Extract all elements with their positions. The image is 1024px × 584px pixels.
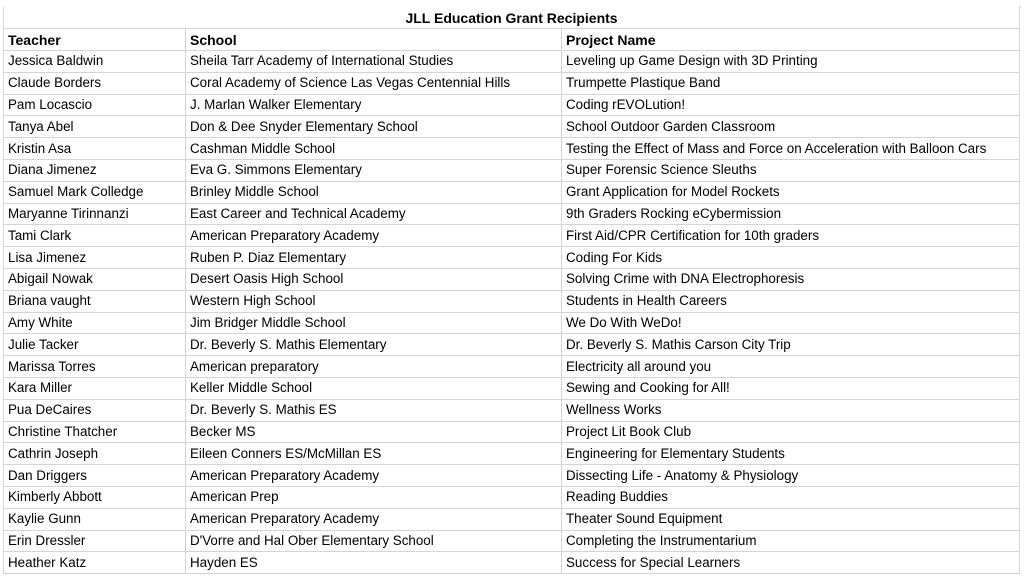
- teacher-cell[interactable]: Lisa Jimenez: [4, 247, 186, 269]
- school-cell[interactable]: Eileen Conners ES/McMillan ES: [186, 443, 562, 465]
- table-row: [4, 530, 1020, 552]
- table-row: [4, 159, 1020, 181]
- table-row: [4, 72, 1020, 94]
- column-header-school[interactable]: School: [186, 29, 562, 51]
- table-row: [4, 356, 1020, 378]
- project-cell[interactable]: Sewing and Cooking for All!: [562, 377, 1020, 399]
- project-cell[interactable]: Completing the Instrumentarium: [562, 530, 1020, 552]
- table-row: [4, 443, 1020, 465]
- project-cell[interactable]: Engineering for Elementary Students: [562, 443, 1020, 465]
- school-cell[interactable]: Dr. Beverly S. Mathis ES: [186, 399, 562, 421]
- school-cell[interactable]: Sheila Tarr Academy of International Studies: [186, 51, 562, 73]
- table-row: [4, 465, 1020, 487]
- table-row: [4, 51, 1020, 73]
- school-cell[interactable]: Becker MS: [186, 421, 562, 443]
- school-cell[interactable]: American Preparatory Academy: [186, 465, 562, 487]
- teacher-cell[interactable]: Briana vaught: [4, 290, 186, 312]
- table-row: [4, 181, 1020, 203]
- project-cell[interactable]: Dr. Beverly S. Mathis Carson City Trip: [562, 334, 1020, 356]
- teacher-cell[interactable]: Dan Driggers: [4, 465, 186, 487]
- project-cell[interactable]: Electricity all around you: [562, 356, 1020, 378]
- teacher-cell[interactable]: Diana Jimenez: [4, 159, 186, 181]
- school-cell[interactable]: D'Vorre and Hal Ober Elementary School: [186, 530, 562, 552]
- project-cell[interactable]: First Aid/CPR Certification for 10th graders: [562, 225, 1020, 247]
- teacher-cell[interactable]: Marissa Torres: [4, 356, 186, 378]
- table-row: [4, 203, 1020, 225]
- teacher-cell[interactable]: Erin Dressler: [4, 530, 186, 552]
- project-cell[interactable]: Project Lit Book Club: [562, 421, 1020, 443]
- teacher-cell[interactable]: Tanya Abel: [4, 116, 186, 138]
- column-header-project[interactable]: Project Name: [562, 29, 1020, 51]
- project-cell[interactable]: Coding For Kids: [562, 247, 1020, 269]
- school-cell[interactable]: Eva G. Simmons Elementary: [186, 159, 562, 181]
- teacher-cell[interactable]: Samuel Mark Colledge: [4, 181, 186, 203]
- project-cell[interactable]: Trumpette Plastique Band: [562, 72, 1020, 94]
- teacher-cell[interactable]: Tami Clark: [4, 225, 186, 247]
- school-cell[interactable]: Dr. Beverly S. Mathis Elementary: [186, 334, 562, 356]
- teacher-cell[interactable]: Kristin Asa: [4, 138, 186, 160]
- school-cell[interactable]: American Preparatory Academy: [186, 508, 562, 530]
- table-body: [4, 7, 1020, 574]
- school-cell[interactable]: Ruben P. Diaz Elementary: [186, 247, 562, 269]
- column-header-teacher[interactable]: Teacher: [4, 29, 186, 51]
- teacher-cell[interactable]: Kara Miller: [4, 377, 186, 399]
- table-row: [4, 399, 1020, 421]
- table-row: [4, 486, 1020, 508]
- table-row: [4, 334, 1020, 356]
- project-cell[interactable]: Reading Buddies: [562, 486, 1020, 508]
- table-row: [4, 94, 1020, 116]
- school-cell[interactable]: Coral Academy of Science Las Vegas Centennial Hills: [186, 72, 562, 94]
- school-cell[interactable]: Desert Oasis High School: [186, 268, 562, 290]
- teacher-cell[interactable]: Pua DeCaires: [4, 399, 186, 421]
- project-cell[interactable]: Grant Application for Model Rockets: [562, 181, 1020, 203]
- teacher-cell[interactable]: Abigail Nowak: [4, 268, 186, 290]
- teacher-cell[interactable]: Maryanne Tirinnanzi: [4, 203, 186, 225]
- teacher-cell[interactable]: Claude Borders: [4, 72, 186, 94]
- teacher-cell[interactable]: Amy White: [4, 312, 186, 334]
- school-cell[interactable]: Keller Middle School: [186, 377, 562, 399]
- table-row: [4, 552, 1020, 574]
- table-row: [4, 508, 1020, 530]
- teacher-cell[interactable]: Heather Katz: [4, 552, 186, 574]
- table-row: [4, 268, 1020, 290]
- school-cell[interactable]: Western High School: [186, 290, 562, 312]
- table-row: [4, 116, 1020, 138]
- project-cell[interactable]: Students in Health Careers: [562, 290, 1020, 312]
- grant-recipients-table: [3, 6, 1020, 574]
- table-row: [4, 421, 1020, 443]
- header-row: [4, 29, 1020, 51]
- project-cell[interactable]: Wellness Works: [562, 399, 1020, 421]
- table-row: [4, 247, 1020, 269]
- table-row: [4, 312, 1020, 334]
- table-row: [4, 138, 1020, 160]
- school-cell[interactable]: J. Marlan Walker Elementary: [186, 94, 562, 116]
- title-row: [4, 7, 1020, 29]
- project-cell[interactable]: 9th Graders Rocking eCybermission: [562, 203, 1020, 225]
- project-cell[interactable]: Super Forensic Science Sleuths: [562, 159, 1020, 181]
- school-cell[interactable]: Cashman Middle School: [186, 138, 562, 160]
- project-cell[interactable]: School Outdoor Garden Classroom: [562, 116, 1020, 138]
- school-cell[interactable]: Hayden ES: [186, 552, 562, 574]
- teacher-cell[interactable]: Julie Tacker: [4, 334, 186, 356]
- teacher-cell[interactable]: Cathrin Joseph: [4, 443, 186, 465]
- school-cell[interactable]: Jim Bridger Middle School: [186, 312, 562, 334]
- table-row: [4, 225, 1020, 247]
- school-cell[interactable]: Don & Dee Snyder Elementary School: [186, 116, 562, 138]
- school-cell[interactable]: American preparatory: [186, 356, 562, 378]
- teacher-cell[interactable]: Kaylie Gunn: [4, 508, 186, 530]
- project-cell[interactable]: Testing the Effect of Mass and Force on Acceleration with Balloon Cars: [562, 138, 1020, 160]
- table-row: [4, 377, 1020, 399]
- project-cell[interactable]: Solving Crime with DNA Electrophoresis: [562, 268, 1020, 290]
- project-cell[interactable]: Coding rEVOLution!: [562, 94, 1020, 116]
- project-cell[interactable]: Success for Special Learners: [562, 552, 1020, 574]
- project-cell[interactable]: We Do With WeDo!: [562, 312, 1020, 334]
- school-cell[interactable]: East Career and Technical Academy: [186, 203, 562, 225]
- table-row: [4, 290, 1020, 312]
- project-cell[interactable]: Theater Sound Equipment: [562, 508, 1020, 530]
- project-cell[interactable]: Dissecting Life - Anatomy & Physiology: [562, 465, 1020, 487]
- project-cell[interactable]: Leveling up Game Design with 3D Printing: [562, 51, 1020, 73]
- school-cell[interactable]: American Preparatory Academy: [186, 225, 562, 247]
- teacher-cell[interactable]: Kimberly Abbott: [4, 486, 186, 508]
- teacher-cell[interactable]: Christine Thatcher: [4, 421, 186, 443]
- sheet-title[interactable]: JLL Education Grant Recipients: [4, 7, 1020, 29]
- school-cell[interactable]: Brinley Middle School: [186, 181, 562, 203]
- teacher-cell[interactable]: Jessica Baldwin: [4, 51, 186, 73]
- school-cell[interactable]: American Prep: [186, 486, 562, 508]
- teacher-cell[interactable]: Pam Locascio: [4, 94, 186, 116]
